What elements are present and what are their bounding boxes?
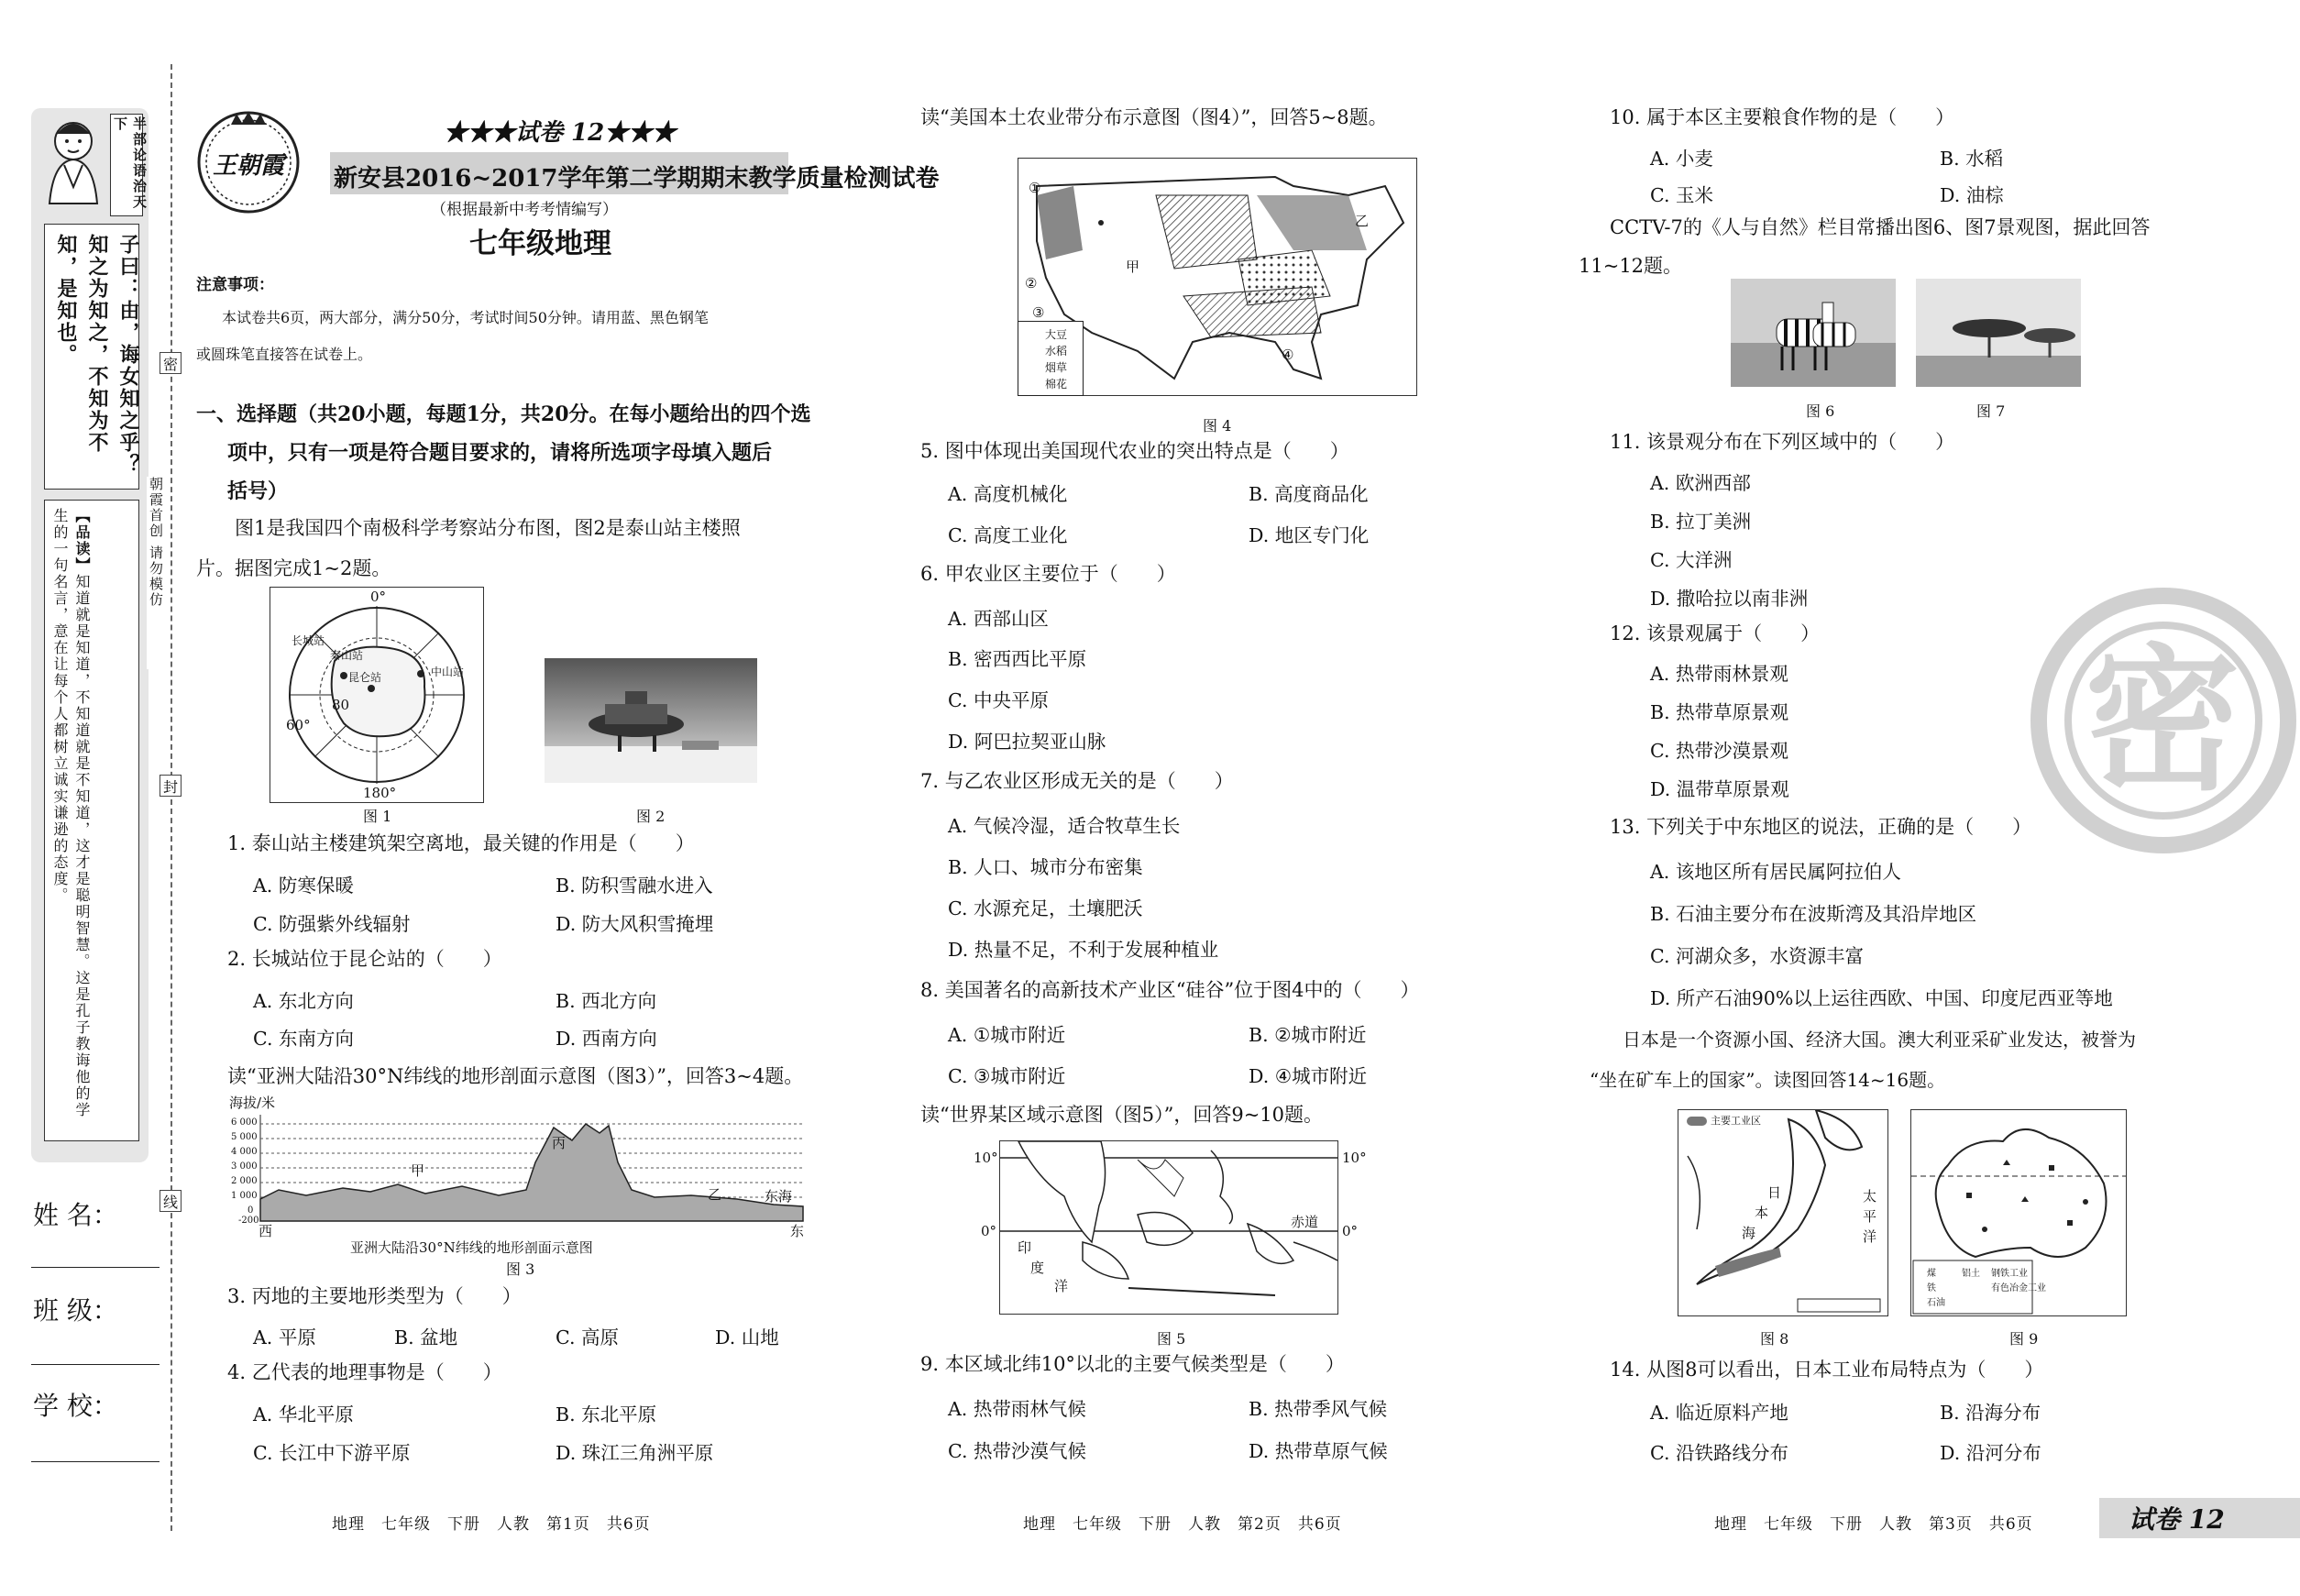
q12-option-a[interactable]: A. 热带雨林景观	[1650, 663, 1788, 685]
fig1-caption: 图 1	[363, 808, 392, 825]
fig8-pacific-2: 平	[1863, 1208, 1877, 1225]
fig5-lat0-left: 0°	[981, 1223, 997, 1239]
fig3-ytick-3000: 3 000	[231, 1161, 258, 1172]
exam-subtitle: （根据最新中考考情编写）	[431, 201, 618, 219]
q9-option-a[interactable]: A. 热带雨林气候	[948, 1398, 1086, 1420]
q7-option-c[interactable]: C. 水源充足，土壤肥沃	[948, 897, 1143, 919]
fig9-legend-oil: 石油	[1927, 1298, 1945, 1308]
q10-option-a[interactable]: A. 小麦	[1650, 148, 1713, 170]
fig3-ytick-4000: 4 000	[231, 1147, 258, 1157]
q12-option-b[interactable]: B. 热带草原景观	[1650, 701, 1789, 723]
section1-line3: 括号）	[227, 479, 289, 503]
fig4-city-3: ③	[1032, 304, 1045, 321]
subject-title: 七年级地理	[469, 227, 611, 260]
fig8-pacific-1: 太	[1863, 1188, 1877, 1205]
fig5-caption: 图 5	[1157, 1330, 1186, 1348]
fig5-lat10-right: 10°	[1342, 1150, 1367, 1166]
q13-option-d[interactable]: D. 所产石油90%以上运往西欧、中国、印度尼西亚等地	[1650, 987, 2113, 1009]
fig4-legend-cotton: 棉花	[1045, 378, 1068, 391]
section1-line1: 一、选择题（共20小题，每题1分，共20分。在每小题给出的四个选	[196, 402, 811, 426]
q7-option-b[interactable]: B. 人口、城市分布密集	[948, 856, 1143, 878]
q1-option-d[interactable]: D. 防大风积雪掩埋	[556, 913, 714, 935]
q11-option-d[interactable]: D. 撒哈拉以南非洲	[1650, 588, 1809, 610]
fig4-legend-tobacco: 烟草	[1045, 361, 1068, 374]
q2-option-c[interactable]: C. 东南方向	[253, 1028, 354, 1050]
fig8-sea-1: 日	[1767, 1184, 1782, 1201]
q5-option-b[interactable]: B. 高度商品化	[1249, 483, 1369, 505]
fig2-caption: 图 2	[636, 808, 666, 825]
q11-option-a[interactable]: A. 欧洲西部	[1650, 472, 1751, 494]
q9-option-b[interactable]: B. 热带季风气候	[1249, 1398, 1388, 1420]
school-label: 学 校：	[33, 1391, 118, 1421]
fig9-caption: 图 9	[2009, 1330, 2039, 1348]
q14-stem: 14. 从图8可以看出，日本工业布局特点为（ ）	[1610, 1359, 2044, 1381]
notice-line1: 本试卷共6页，两大部分，满分50分，考试时间50分钟。请用蓝、黑色钢笔	[222, 309, 709, 326]
q13-option-c[interactable]: C. 河湖众多，水资源丰富	[1650, 945, 1864, 967]
fig3-ytick-1000: 1 000	[231, 1191, 258, 1201]
school-line[interactable]	[31, 1461, 160, 1462]
fig8-caption: 图 8	[1760, 1330, 1789, 1348]
q13-option-b[interactable]: B. 石油主要分布在波斯湾及其沿岸地区	[1650, 903, 1977, 925]
seal-line	[171, 64, 172, 1531]
fig1-zhongshan: 中山站	[431, 666, 465, 678]
q12-option-c[interactable]: C. 热带沙漠景观	[1650, 740, 1788, 762]
q2-option-a[interactable]: A. 东北方向	[253, 990, 354, 1012]
confucius-illustration	[37, 114, 108, 205]
fig8-legend-symbol	[1687, 1117, 1707, 1126]
q3-option-b[interactable]: B. 盆地	[394, 1326, 458, 1348]
q10-stem: 10. 属于本区主要粮食作物的是（ ）	[1610, 106, 1955, 128]
q8-stem: 8. 美国著名的高新技术产业区“硅谷”位于图4中的（ ）	[920, 979, 1420, 1001]
fig8-sea-2: 本	[1755, 1205, 1769, 1221]
fig3-label-jia: 甲	[411, 1162, 425, 1179]
q9-option-c[interactable]: C. 热带沙漠气候	[948, 1440, 1086, 1462]
q8-option-b[interactable]: B. ②城市附近	[1249, 1024, 1367, 1046]
seal-mark-feng: 封	[160, 775, 182, 797]
q8-option-d[interactable]: D. ④城市附近	[1249, 1065, 1368, 1087]
fig8-pacific-3: 洋	[1863, 1228, 1877, 1245]
fig3-east: 东	[790, 1223, 805, 1239]
fig3-ytick-0: 0	[248, 1205, 254, 1216]
seal-mark-xian: 线	[160, 1190, 182, 1212]
fig4-city-1: ①	[1029, 180, 1041, 196]
footer-page3: 地理 七年级 下册 人教 第3页 共6页	[1714, 1515, 2033, 1534]
fig9-legend-bauxite: 铝土	[1962, 1269, 1980, 1279]
fig4-legend-soybean: 大豆	[1045, 328, 1068, 341]
q14-option-b[interactable]: B. 沿海分布	[1940, 1402, 2041, 1424]
intro-q14-16-line1: 日本是一个资源小国、经济大国。澳大利亚采矿业发达，被誉为	[1623, 1029, 2136, 1051]
fig4-label-yi: 乙	[1355, 213, 1370, 229]
q6-option-b[interactable]: B. 密西西比平原	[948, 648, 1087, 670]
fig3-label-bing: 丙	[552, 1135, 567, 1151]
q1-stem: 1. 泰山站主楼建筑架空离地，最关键的作用是（ ）	[227, 832, 695, 854]
exam-title: 新安县2016~2017学年第二学期期末教学质量检测试卷	[334, 165, 940, 193]
footer-page1: 地理 七年级 下册 人教 第1页 共6页	[332, 1515, 651, 1534]
q13-stem: 13. 下列关于中东地区的说法，正确的是（ ）	[1610, 816, 2032, 838]
q7-stem: 7. 与乙农业区形成无关的是（ ）	[920, 770, 1234, 792]
intro-q11-12-line2: 11~12题。	[1579, 255, 1683, 277]
pindu-text: 知道就是知道，不知道就是不知道，这才是聪明智慧。这是孔子教诲他的学生的一句名言，意在让每个人都树立诚实谦逊的态度。	[51, 508, 91, 1118]
q7-option-a[interactable]: A. 气候冷湿，适合牧草生长	[948, 815, 1181, 837]
footer-page2: 地理 七年级 下册 人教 第2页 共6页	[1023, 1515, 1342, 1534]
q4-option-d[interactable]: D. 珠江三角洲平原	[556, 1442, 714, 1464]
fig4-city-2: ②	[1025, 275, 1038, 292]
fig3-label-donghai: 东海	[765, 1188, 793, 1205]
fig1-inner-label: 80	[332, 697, 350, 713]
fig5-ocean-2: 度	[1030, 1260, 1045, 1276]
brand-logo	[194, 108, 303, 216]
fig8-legend: 主要工业区	[1711, 1115, 1761, 1127]
intro-q14-16-line2: “坐在矿车上的国家”。读图回答14~16题。	[1590, 1069, 1946, 1091]
name-label: 姓 名：	[33, 1200, 118, 1230]
stamp-char: 密	[2085, 629, 2241, 812]
copyright-notice: 朝霞首创 请勿模仿	[147, 477, 166, 669]
figure6-zebra-photo	[1731, 279, 1896, 387]
q5-stem: 5. 图中体现出美国现代农业的突出特点是（ ）	[920, 440, 1349, 462]
figure8-japan-map	[1678, 1109, 1888, 1316]
q14-option-a[interactable]: A. 临近原料产地	[1650, 1402, 1788, 1424]
q14-option-d[interactable]: D. 沿河分布	[1940, 1442, 2041, 1464]
q12-stem: 12. 该景观属于（ ）	[1610, 622, 1821, 644]
fig3-label-yi: 乙	[708, 1186, 722, 1203]
fig5-ocean-3: 洋	[1054, 1278, 1069, 1294]
intro-q3-4: 读“亚洲大陆沿30°N纬线的地形剖面示意图（图3）”，回答3~4题。	[227, 1065, 804, 1087]
exam-number: ★★★试卷 12★★★	[444, 119, 677, 147]
q11-stem: 11. 该景观分布在下列区域中的（ ）	[1610, 431, 1955, 453]
fig1-bottom-label: 180°	[363, 785, 397, 801]
q8-option-c[interactable]: C. ③城市附近	[948, 1065, 1066, 1087]
intro-q1-2-line1: 图1是我国四个南极科学考察站分布图，图2是泰山站主楼照	[235, 517, 741, 539]
q7-option-d[interactable]: D. 热量不足，不利于发展种植业	[948, 939, 1219, 961]
fig9-legend-coal: 煤	[1927, 1269, 1936, 1279]
fig4-legend-rice: 水稻	[1045, 345, 1068, 358]
q2-option-d[interactable]: D. 西南方向	[556, 1028, 657, 1050]
figure2-taishan-photo	[545, 658, 757, 783]
q10-option-b[interactable]: B. 水稻	[1940, 148, 2004, 170]
q13-option-a[interactable]: A. 该地区所有居民属阿拉伯人	[1650, 861, 1901, 883]
seal-mark-mi: 密	[160, 352, 182, 374]
figure7-savanna-photo	[1916, 279, 2081, 387]
fig3-caption: 图 3	[506, 1260, 535, 1278]
fig1-changcheng: 长城站	[292, 634, 325, 647]
fig5-lat10-left: 10°	[974, 1150, 998, 1166]
figure1-antarctic-map	[270, 587, 484, 803]
name-line[interactable]	[31, 1267, 160, 1268]
q6-stem: 6. 甲农业区主要位于（ ）	[920, 563, 1176, 585]
fig3-ytick-5000: 5 000	[231, 1132, 258, 1142]
class-line[interactable]	[31, 1364, 160, 1365]
fig9-legend-iron: 铁	[1927, 1283, 1936, 1293]
q10-option-d[interactable]: D. 油棕	[1940, 184, 2004, 206]
lunyu-label: 半部论语治天下	[110, 114, 143, 216]
fig3-title: 亚洲大陆沿30°N纬线的地形剖面示意图	[350, 1239, 593, 1256]
q6-option-c[interactable]: C. 中央平原	[948, 689, 1049, 711]
q14-option-c[interactable]: C. 沿铁路线分布	[1650, 1442, 1788, 1464]
q6-option-d[interactable]: D. 阿巴拉契亚山脉	[948, 731, 1106, 753]
fig8-sea-3: 海	[1742, 1225, 1756, 1241]
quote-box: 子曰：由，诲女知之乎？知之为知之，不知为不知，是知也。	[44, 224, 139, 490]
q5-option-c[interactable]: C. 高度工业化	[948, 524, 1068, 546]
intro-q1-2-line2: 片。据图完成1~2题。	[196, 557, 391, 579]
q10-option-c[interactable]: C. 玉米	[1650, 184, 1713, 206]
q5-option-d[interactable]: D. 地区专门化	[1249, 524, 1370, 546]
figure3-profile	[224, 1107, 810, 1254]
notice-line2: 或圆珠笔直接答在试卷上。	[196, 346, 373, 363]
q3-option-a[interactable]: A. 平原	[253, 1326, 316, 1348]
fig1-kunlun: 昆仑站	[348, 671, 382, 684]
fig1-top-label: 0°	[370, 589, 387, 605]
fig7-caption: 图 7	[1976, 402, 2006, 420]
q1-option-a[interactable]: A. 防寒保暖	[253, 875, 354, 897]
q11-option-b[interactable]: B. 拉丁美洲	[1650, 511, 1752, 533]
footer-badge: 试卷 12	[2129, 1504, 2225, 1535]
brand-logo-name: 王朝霞	[212, 152, 284, 180]
q9-option-d[interactable]: D. 热带草原气候	[1249, 1440, 1388, 1462]
q9-stem: 9. 本区域北纬10°以北的主要气候类型是（ ）	[920, 1353, 1345, 1375]
fig3-ytick-neg200: -200	[238, 1216, 259, 1226]
q2-option-b[interactable]: B. 西北方向	[556, 990, 657, 1012]
fig5-equator-label: 赤道	[1291, 1214, 1319, 1230]
intro-q9-10: 读“世界某区域示意图（图5）”，回答9~10题。	[920, 1104, 1324, 1126]
fig5-ocean-1: 印	[1018, 1239, 1032, 1256]
q5-option-a[interactable]: A. 高度机械化	[948, 483, 1068, 505]
fig1-left-label: 60°	[286, 717, 311, 733]
fig3-west: 西	[259, 1223, 273, 1239]
q8-option-a[interactable]: A. ①城市附近	[948, 1024, 1066, 1046]
q6-option-a[interactable]: A. 西部山区	[948, 608, 1049, 630]
q12-option-d[interactable]: D. 温带草原景观	[1650, 778, 1789, 800]
fig6-caption: 图 6	[1806, 402, 1835, 420]
q1-option-b[interactable]: B. 防积雪融水进入	[556, 875, 713, 897]
q4-option-c[interactable]: C. 长江中下游平原	[253, 1442, 411, 1464]
section1-line2: 项中，只有一项是符合题目要求的，请将所选项字母填入题后	[227, 441, 773, 465]
fig4-city-4: ④	[1282, 347, 1294, 363]
q1-option-c[interactable]: C. 防强紫外线辐射	[253, 913, 411, 935]
intro-q11-12-line1: CCTV-7的《人与自然》栏目常播出图6、图7景观图，据此回答	[1610, 216, 2151, 238]
fig9-legend-metallurgy: 有色冶金工业	[1991, 1283, 2046, 1293]
fig3-ytick-2000: 2 000	[231, 1176, 258, 1186]
fig3-ylabel: 海拔/米	[229, 1095, 276, 1111]
fig4-label-jia: 甲	[1126, 259, 1140, 275]
fig1-taishan: 泰山站	[330, 649, 364, 662]
q3-stem: 3. 丙地的主要地形类型为（ ）	[227, 1285, 522, 1307]
intro-q5-8: 读“美国本土农业带分布示意图（图4）”，回答5~8题。	[920, 106, 1388, 128]
fig5-lat0-right: 0°	[1342, 1223, 1359, 1239]
q4-option-b[interactable]: B. 东北平原	[556, 1403, 657, 1425]
figure5-southeast-asia-map	[999, 1140, 1338, 1315]
q4-option-a[interactable]: A. 华北平原	[253, 1403, 354, 1425]
fig3-ytick-6000: 6 000	[231, 1117, 258, 1128]
secret-stamp-watermark	[2026, 583, 2300, 858]
q3-option-c[interactable]: C. 高原	[556, 1326, 619, 1348]
q2-stem: 2. 长城站位于昆仑站的（ ）	[227, 948, 502, 970]
q4-stem: 4. 乙代表的地理事物是（ ）	[227, 1361, 502, 1383]
fig9-legend-steel: 钢铁工业	[1991, 1269, 2028, 1279]
fig4-caption: 图 4	[1203, 417, 1232, 435]
q11-option-c[interactable]: C. 大洋洲	[1650, 549, 1733, 571]
class-label: 班 级：	[33, 1295, 118, 1326]
pindu-box	[44, 500, 139, 1141]
pindu-title: 【品读】	[73, 508, 91, 574]
notice-heading: 注意事项：	[196, 276, 274, 294]
q3-option-d[interactable]: D. 山地	[715, 1326, 779, 1348]
